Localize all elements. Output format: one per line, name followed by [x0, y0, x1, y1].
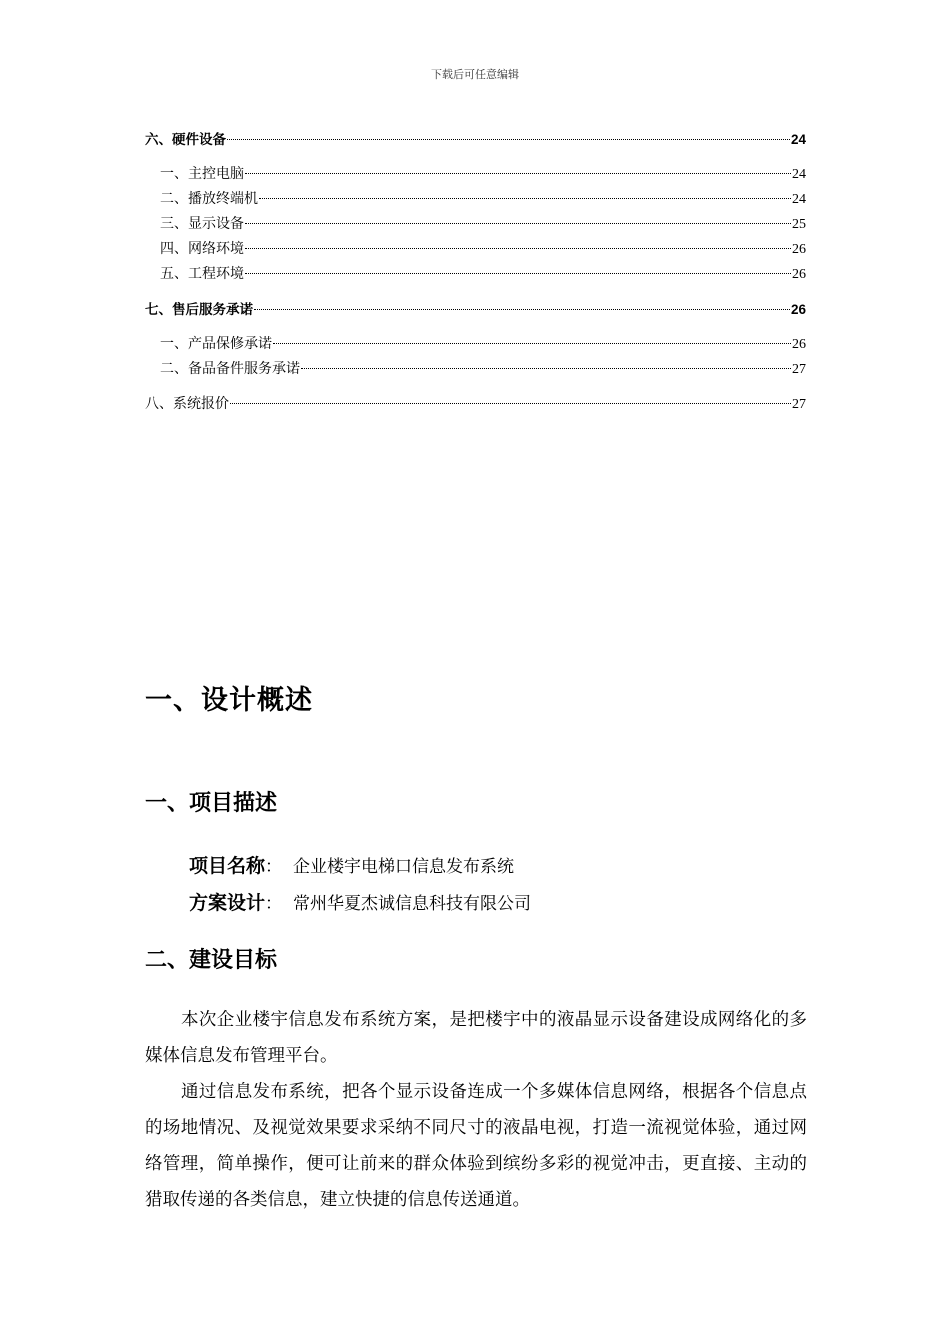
- toc-entry[interactable]: [145, 357, 806, 382]
- design-colon: ：: [265, 894, 283, 914]
- toc-leader: [273, 343, 791, 344]
- toc-entry[interactable]: [145, 332, 806, 357]
- toc-entry-label: 三、显示设备: [160, 216, 244, 232]
- toc-leader: [254, 309, 790, 310]
- page-header: 下载后可任意编辑: [431, 68, 519, 81]
- toc-entry-page: 27: [792, 397, 806, 412]
- toc-leader: [245, 273, 791, 274]
- design-value: 常州华夏杰诚信息科技有限公司: [293, 894, 532, 914]
- toc-entry-page: 26: [792, 242, 806, 257]
- toc-leader: [245, 223, 791, 224]
- design-label: 方案设计: [189, 892, 266, 914]
- toc-entry[interactable]: [145, 212, 806, 237]
- section-title-project: 一、项目描述: [145, 791, 278, 816]
- toc-leader: [230, 403, 791, 404]
- toc-entry-label: 六、硬件设备: [145, 132, 226, 148]
- design-field: [189, 888, 531, 915]
- toc-entry[interactable]: [145, 187, 806, 212]
- toc-entry-page: 24: [792, 167, 806, 182]
- toc-entry-label: 五、工程环境: [160, 266, 244, 282]
- toc-entry-label: 二、播放终端机: [160, 191, 258, 207]
- toc-entry-label: 七、售后服务承诺: [145, 302, 253, 318]
- toc-leader: [245, 248, 791, 249]
- table-of-contents: [145, 127, 806, 417]
- toc-entry-label: 八、系统报价: [145, 396, 229, 412]
- toc-entry-label: 二、备品备件服务承诺: [160, 361, 300, 377]
- section-title-goals: 二、建设目标: [145, 948, 278, 973]
- toc-leader: [259, 198, 791, 199]
- toc-entry-label: 一、产品保修承诺: [160, 336, 272, 352]
- toc-leader: [301, 368, 791, 369]
- project-name-field: [189, 851, 514, 878]
- toc-entry-page: 27: [792, 362, 806, 377]
- chapter-title: 一、设计概述: [145, 685, 313, 716]
- toc-entry[interactable]: [145, 237, 806, 262]
- toc-entry[interactable]: [145, 392, 806, 417]
- goals-paragraph-1: 本次企业楼宇信息发布系统方案，是把楼宇中的液晶显示设备建设成网络化的多媒体信息发布管理平台。: [145, 1010, 807, 1066]
- toc-leader: [227, 139, 790, 140]
- project-name-colon: ：: [265, 857, 283, 877]
- toc-entry-page: 26: [792, 267, 806, 282]
- goals-paragraph-2: 通过信息发布系统，把各个显示设备连成一个多媒体信息网络，根据各个信息点的场地情况、及视觉效果要求采纳不同尺寸的液晶电视，打造一流视觉体验，通过网络管理，简单操作，便可让前来的群众体验到缤纷多彩的视觉冲击，更直接、主动的猎取传递的各类信息，建立快捷的信息传送通道。: [145, 1082, 807, 1210]
- toc-entry[interactable]: [145, 297, 806, 322]
- toc-entry[interactable]: [145, 162, 806, 187]
- toc-entry-label: 一、主控电脑: [160, 166, 244, 182]
- toc-entry-page: 26: [792, 337, 806, 352]
- toc-entry-label: 四、网络环境: [160, 241, 244, 257]
- toc-leader: [245, 173, 791, 174]
- toc-entry-page: 24: [792, 192, 806, 207]
- toc-entry[interactable]: [145, 127, 806, 152]
- project-name-label: 项目名称: [189, 855, 266, 877]
- toc-entry-page: 25: [792, 217, 806, 232]
- toc-entry-page: 24: [790, 132, 806, 147]
- project-name-value: 企业楼宇电梯口信息发布系统: [293, 857, 515, 877]
- toc-entry[interactable]: [145, 262, 806, 287]
- toc-entry-page: 26: [790, 302, 806, 317]
